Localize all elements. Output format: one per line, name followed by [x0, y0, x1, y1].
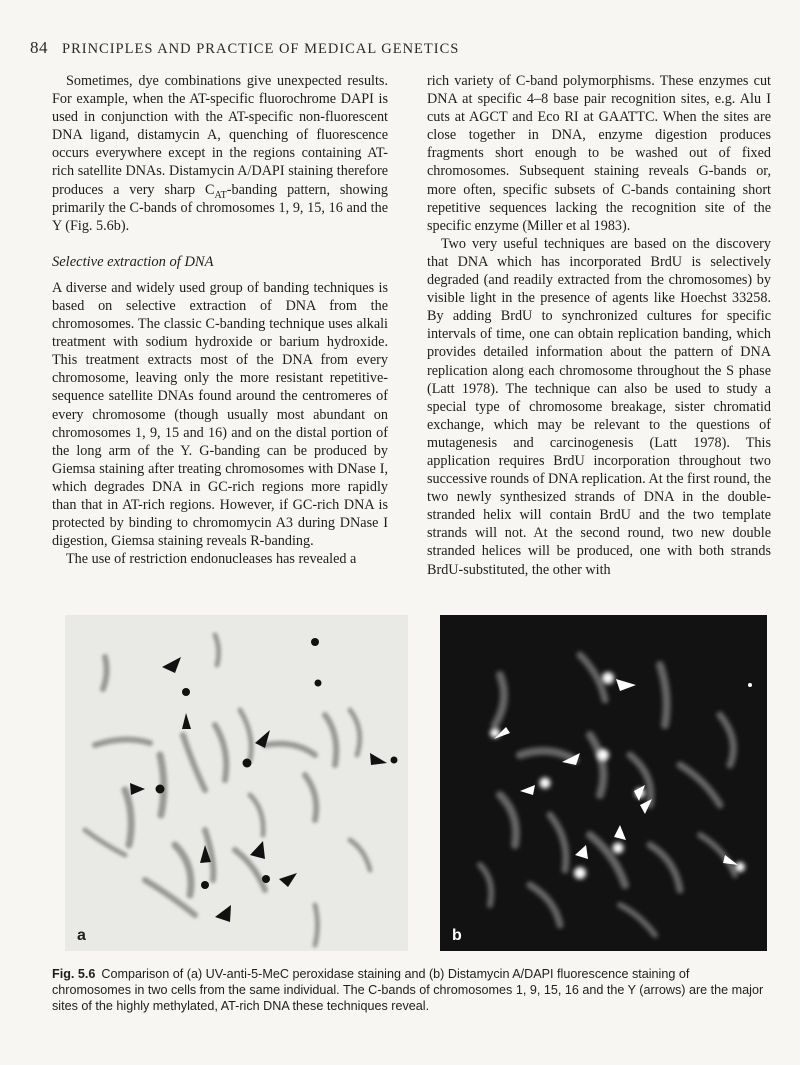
- chromosome-spread-peroxidase: [65, 615, 408, 951]
- at-subscript: AT: [214, 189, 227, 201]
- running-title: PRINCIPLES AND PRACTICE OF MEDICAL GENETICS: [62, 41, 460, 57]
- caption-text: Comparison of (a) UV-anti-5-MeC peroxidase staining and (b) Distamycin A/DAPI fluorescence staining of chromosomes in two cells from the same individual. The C-bands of chromosomes 1, 9, 15, 16 and the Y (arrows) are the major sites of the highly methylated, AT-rich DNA these techniques reveal.: [52, 967, 764, 1013]
- paragraph-c-band-polymorphisms: rich variety of C-band polymorphisms. These enzymes cut DNA at specific 4–8 base pair recognition sites, e.g. Alu I cuts at AGCT and Eco RI at GAATTC. When the sites are close together in DNA, enzyme digestion produces fragments short enough to be washed out of fixed chromosomes. Subsequent staining reveals G-bands or, more often, specific subsets of C-bands containing short repetitive sequences lacking the recognition site of the specific enzyme (Miller et al 1983).: [427, 73, 771, 234]
- running-head: [30, 38, 770, 58]
- panel-a-label: a: [77, 927, 86, 944]
- paragraph-dye-combinations: Sometimes, dye combinations give unexpected results. For example, when the AT-specific fluorochrome DAPI is used in conjunction with the AT-specific non-fluorescent DNA ligand, distamycin A, quenching of fluorescence occurs everywhere except in the regions containing AT-rich satellite DNAs. Distamycin A/DAPI staining therefore produces a very sharp $C_{AT}$-banding pattern, showing primarily the C-bands of chromosomes 1, 9, 15, 16 and the Y (Fig. 5.6b).: [52, 73, 388, 234]
- page-number: 84: [30, 38, 48, 57]
- paragraph-selective-extraction: A diverse and widely used group of banding techniques is based on selective extraction of DNA from the chromosomes. The classic C-banding technique uses alkali treatment with sodium hydroxide or barium hydroxide. This treatment extracts most of the DNA from every chromosome, leaving only the more resistant repetitive-sequence satellite DNAs found around the centromeres of every chromosome (though usually most abundant on chromosomes 1, 9, 15 and 16) and on the distal portion of the long arm of the Y. G-banding can be produced by Giemsa staining after treating chromosomes with DNase I, which degrades DNA in GC-rich regions more rapidly than that in AT-rich regions. However, if GC-rich DNA is protected by binding to chromomycin A3 during DNase I digestion, Giemsa staining reveals R-banding.: [52, 279, 388, 550]
- figure-panel-a: [65, 615, 408, 951]
- paragraph-restriction-start: The use of restriction endonucleases has revealed a: [66, 551, 357, 568]
- figure-label: Fig. 5.6: [52, 967, 96, 981]
- section-heading: Selective extraction of DNA: [52, 253, 214, 270]
- chromosome-spread-fluorescence: [440, 615, 767, 951]
- panel-b-label: b: [452, 927, 462, 944]
- right-column: [427, 72, 771, 579]
- paragraph-brdu-techniques: Two very useful techniques are based on the discovery that DNA which has incorporated BrdU is selectively degraded (and readily extracted from the chromosomes) by visible light in the presence of agents like Hoechst 33258. By adding BrdU to synchronized cultures for specific intervals of time, one can obtain replication banding, which provides detailed information about the pattern of DNA replication along each chromosome throughout the S phase (Latt 1978). The technique can also be used to study a special type of chromosome breakage, sister chromatid exchange, which may be relevant to the questions of mutagenesis and carcinogenesis (Latt 1978). This application requires BrdU incorporation throughout two successive rounds of DNA replication. At the first round, the two newly synthesized strands of DNA in the double-stranded helix will contain BrdU and the two template strands will not. At the second round, two new double stranded helices will be produced, one with both strands BrdU-substituted, the other with: [427, 235, 771, 578]
- left-column: [52, 72, 388, 568]
- figure-panel-b: [440, 615, 767, 951]
- figure-caption: [52, 966, 768, 1014]
